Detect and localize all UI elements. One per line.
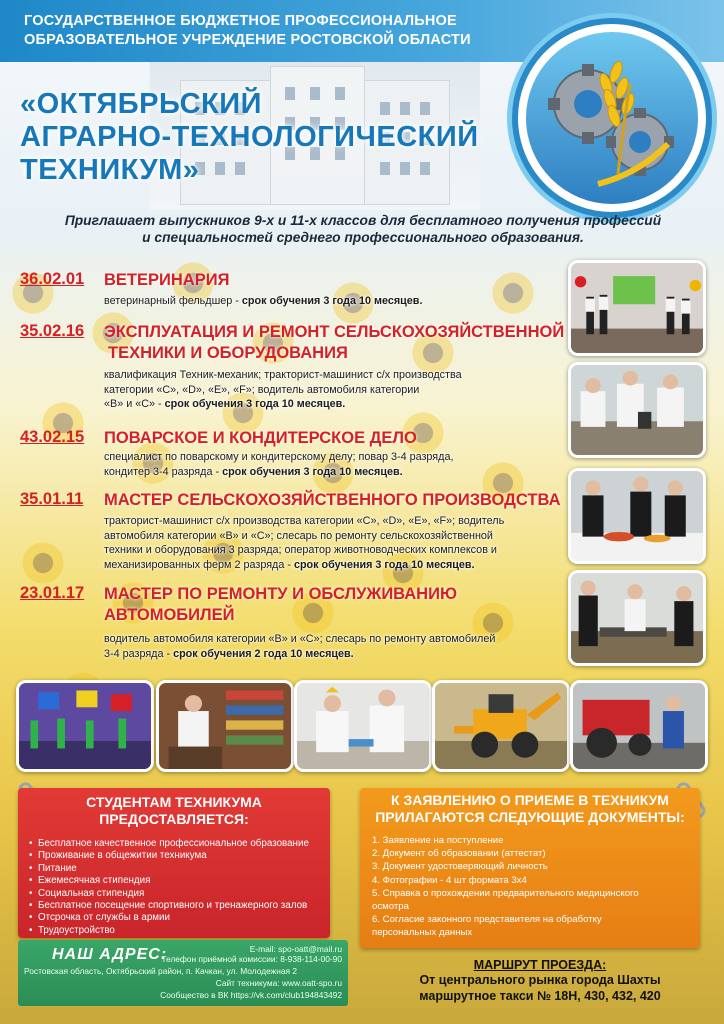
program-title <box>104 584 574 626</box>
program-duration: срок обучения 3 года 10 месяцев. <box>164 398 346 410</box>
program-description-line: 3-4 разряда - <box>104 647 174 660</box>
photo-excavator <box>432 680 570 772</box>
list-item: • Проживание в общежитии техникума <box>26 850 330 862</box>
student-benefits-heading <box>18 794 330 828</box>
route-line-2: маршрутное такси № 18Н, 430, 432, 420 <box>419 989 661 1003</box>
program-duration: срок обучения 3 года 10 месяцев. <box>293 558 475 571</box>
program-title <box>104 490 584 511</box>
program-title-line-1: МАСТЕР ПО РЕМОНТУ И ОБСЛУЖИВАНИЮ <box>104 585 457 603</box>
program-description <box>104 450 564 479</box>
list-item: 2. Документ об образовании (аттестат) <box>372 848 546 860</box>
program-duration: срок обучения 2 года 10 месяцев. <box>173 647 354 660</box>
program-description-line: техники и оборудования 3 разряда; оператор животноводческих комплексов и <box>104 544 497 556</box>
route-info <box>380 958 700 1004</box>
program-code: 23.01.17 <box>20 584 85 602</box>
program-description <box>104 368 564 412</box>
program-description-line: тракторист-машинист с/х производства категории «С», «D», «Е», «F»; водитель <box>104 515 505 527</box>
college-logo <box>512 18 712 218</box>
program-title <box>104 270 574 291</box>
program-description-line: кондитер 3-4 разряда - <box>104 465 223 478</box>
list-item: 1. Заявление на поступление <box>372 835 504 846</box>
program-duration: срок обучения 3 года 10 месяцев. <box>222 465 403 478</box>
list-item: • Отсрочка от службы в армии <box>26 912 330 924</box>
program-description <box>104 632 564 661</box>
list-item: • Бесплатное посещение спортивного и тренажерного залов <box>26 900 330 912</box>
photo-cooking-class <box>568 468 706 564</box>
list-item: • Бесплатное качественное профессиональное образование <box>26 838 330 850</box>
college-title-line-2: АГРАРНО-ТЕХНОЛОГИЧЕСКИЙ <box>20 121 479 153</box>
program-title-line-1: ЭКСПЛУАТАЦИЯ И РЕМОНТ СЕЛЬСКОХОЗЯЙСТВЕННОЙ <box>104 323 565 341</box>
student-benefits-panel <box>18 788 330 938</box>
college-title-line-1: «ОКТЯБРЬСКИЙ <box>20 88 262 120</box>
organization-name <box>24 12 524 50</box>
address-heading: НАШ АДРЕС: <box>52 946 168 963</box>
program-title-line-1: МАСТЕР СЕЛЬСКОХОЗЯЙСТВЕННОГО ПРОИЗВОДСТВА <box>104 491 561 509</box>
photo-auto-workshop <box>568 570 706 666</box>
photo-stage-performance <box>16 680 154 772</box>
college-title-line-3: ТЕХНИКУМ» <box>20 154 200 186</box>
list-item: 5. Справка о прохождении предварительного медицинского <box>372 887 639 899</box>
list-item: осмотра <box>372 901 409 913</box>
program-title-line-1: ВЕТЕРИНАРИЯ <box>104 271 230 289</box>
required-documents-heading-line-2: ПРИЛАГАЮТСЯ СЛЕДУЮЩИЕ ДОКУМЕНТЫ: <box>375 809 685 825</box>
program-description-line: категории «С», «D», «Е», «F»; водитель автомобиля категории <box>104 383 420 396</box>
program-description-line: механизированных ферм 2 разряда - <box>104 558 294 571</box>
program-description-line: специалист по поварскому и кондитерскому делу; повар 3-4 разряда, <box>104 451 454 463</box>
program-title-line-2: ТЕХНИКИ И ОБОРУДОВАНИЯ <box>108 344 348 362</box>
list-item: • Социальная стипендия <box>26 888 330 900</box>
program-title-line-1: ПОВАРСКОЕ И КОНДИТЕРСКОЕ ДЕЛО <box>104 429 417 447</box>
program-title-line-2: АВТОМОБИЛЕЙ <box>104 606 235 624</box>
program-auto-repair <box>20 584 560 668</box>
website-link[interactable]: Сайт техникума: www.oatt-spo.ru <box>215 978 342 988</box>
invitation-text <box>26 212 700 246</box>
list-item: 4. Фотографии - 4 шт формата 3х4 <box>372 874 527 886</box>
program-agri-production-master <box>20 490 560 574</box>
program-agri-machinery <box>20 322 565 412</box>
student-benefits-heading-line-1: СТУДЕНТАМ ТЕХНИКУМА <box>86 794 262 810</box>
program-description-line: автомобиля категории «В» и «С»; слесарь по ремонту сельскохозяйственной <box>104 529 493 542</box>
student-benefits-list <box>18 838 330 937</box>
list-item: • Питание <box>26 863 330 875</box>
vk-community-link[interactable]: Сообщество в ВК https://vk.com/club194843492 <box>160 990 342 1000</box>
program-description <box>104 294 564 309</box>
invitation-line-1: Приглашает выпускников 9-х и 11-х классов для бесплатного получения профессий <box>64 213 662 228</box>
photo-veterinary-event <box>568 260 706 356</box>
required-documents-panel <box>360 788 700 948</box>
program-description-line: квалификация Техник-механик; тракторист-машинист с/х производства <box>104 369 462 381</box>
gear-wheat-icon <box>518 24 706 212</box>
required-documents-heading <box>360 792 700 826</box>
list-item: персональных данных <box>372 927 473 939</box>
email-link[interactable]: E-mail: spo-oatt@mail.ru <box>249 944 342 954</box>
program-code: 35.02.16 <box>20 322 85 340</box>
program-cooking <box>20 428 560 478</box>
photo-library <box>156 680 294 772</box>
program-description <box>104 514 574 572</box>
required-documents-list <box>360 834 700 940</box>
program-description-line: «В» и «С» - <box>104 398 165 410</box>
program-code: 36.02.01 <box>20 270 85 288</box>
photo-tractor-repair <box>570 680 708 772</box>
program-description-line: водитель автомобиля категории «В» и «С»; слесарь по ремонту автомобилей <box>104 633 496 645</box>
list-item: 6. Согласие законного представителя на обработку <box>372 914 602 926</box>
program-duration: срок обучения 3 года 10 месяцев. <box>241 295 423 307</box>
phone-number: Телефон приёмной комиссии: 8-938-114-00-90 <box>161 954 342 964</box>
route-heading: МАРШРУТ ПРОЕЗДА: <box>473 958 607 972</box>
org-line-2: ОБРАЗОВАТЕЛЬНОЕ УЧРЕЖДЕНИЕ РОСТОВСКОЙ ОБЛАСТИ <box>24 32 471 48</box>
student-benefits-heading-line-2: ПРЕДОСТАВЛЯЕТСЯ: <box>99 811 249 827</box>
program-code: 35.01.11 <box>20 490 84 508</box>
list-item: • Трудоустройство <box>26 925 330 937</box>
org-line-1: ГОСУДАРСТВЕННОЕ БЮДЖЕТНОЕ ПРОФЕССИОНАЛЬНОЕ <box>24 13 457 29</box>
program-title <box>104 322 584 364</box>
photo-lab-practice <box>568 362 706 458</box>
invitation-line-2: и специальностей среднего профессионального образования. <box>142 230 584 245</box>
route-line-1: От центрального рынка города Шахты <box>419 973 661 987</box>
program-code: 43.02.15 <box>20 428 85 446</box>
required-documents-heading-line-1: К ЗАЯВЛЕНИЮ О ПРИЕМЕ В ТЕХНИКУМ <box>391 792 669 808</box>
list-item: 3. Документ удостоверяющий личность <box>372 861 548 873</box>
college-title <box>20 88 490 187</box>
program-veterinary <box>20 270 560 310</box>
program-title <box>104 428 574 449</box>
street-address: Ростовская область, Октябрьский район, п. Качкан, ул. Молодежная 2 <box>24 966 298 976</box>
program-description-text: ветеринарный фельдшер - <box>104 295 242 307</box>
list-item: • Ежемесячная стипендия <box>26 875 330 887</box>
address-panel <box>18 940 348 1006</box>
photo-chemistry-lab <box>294 680 432 772</box>
